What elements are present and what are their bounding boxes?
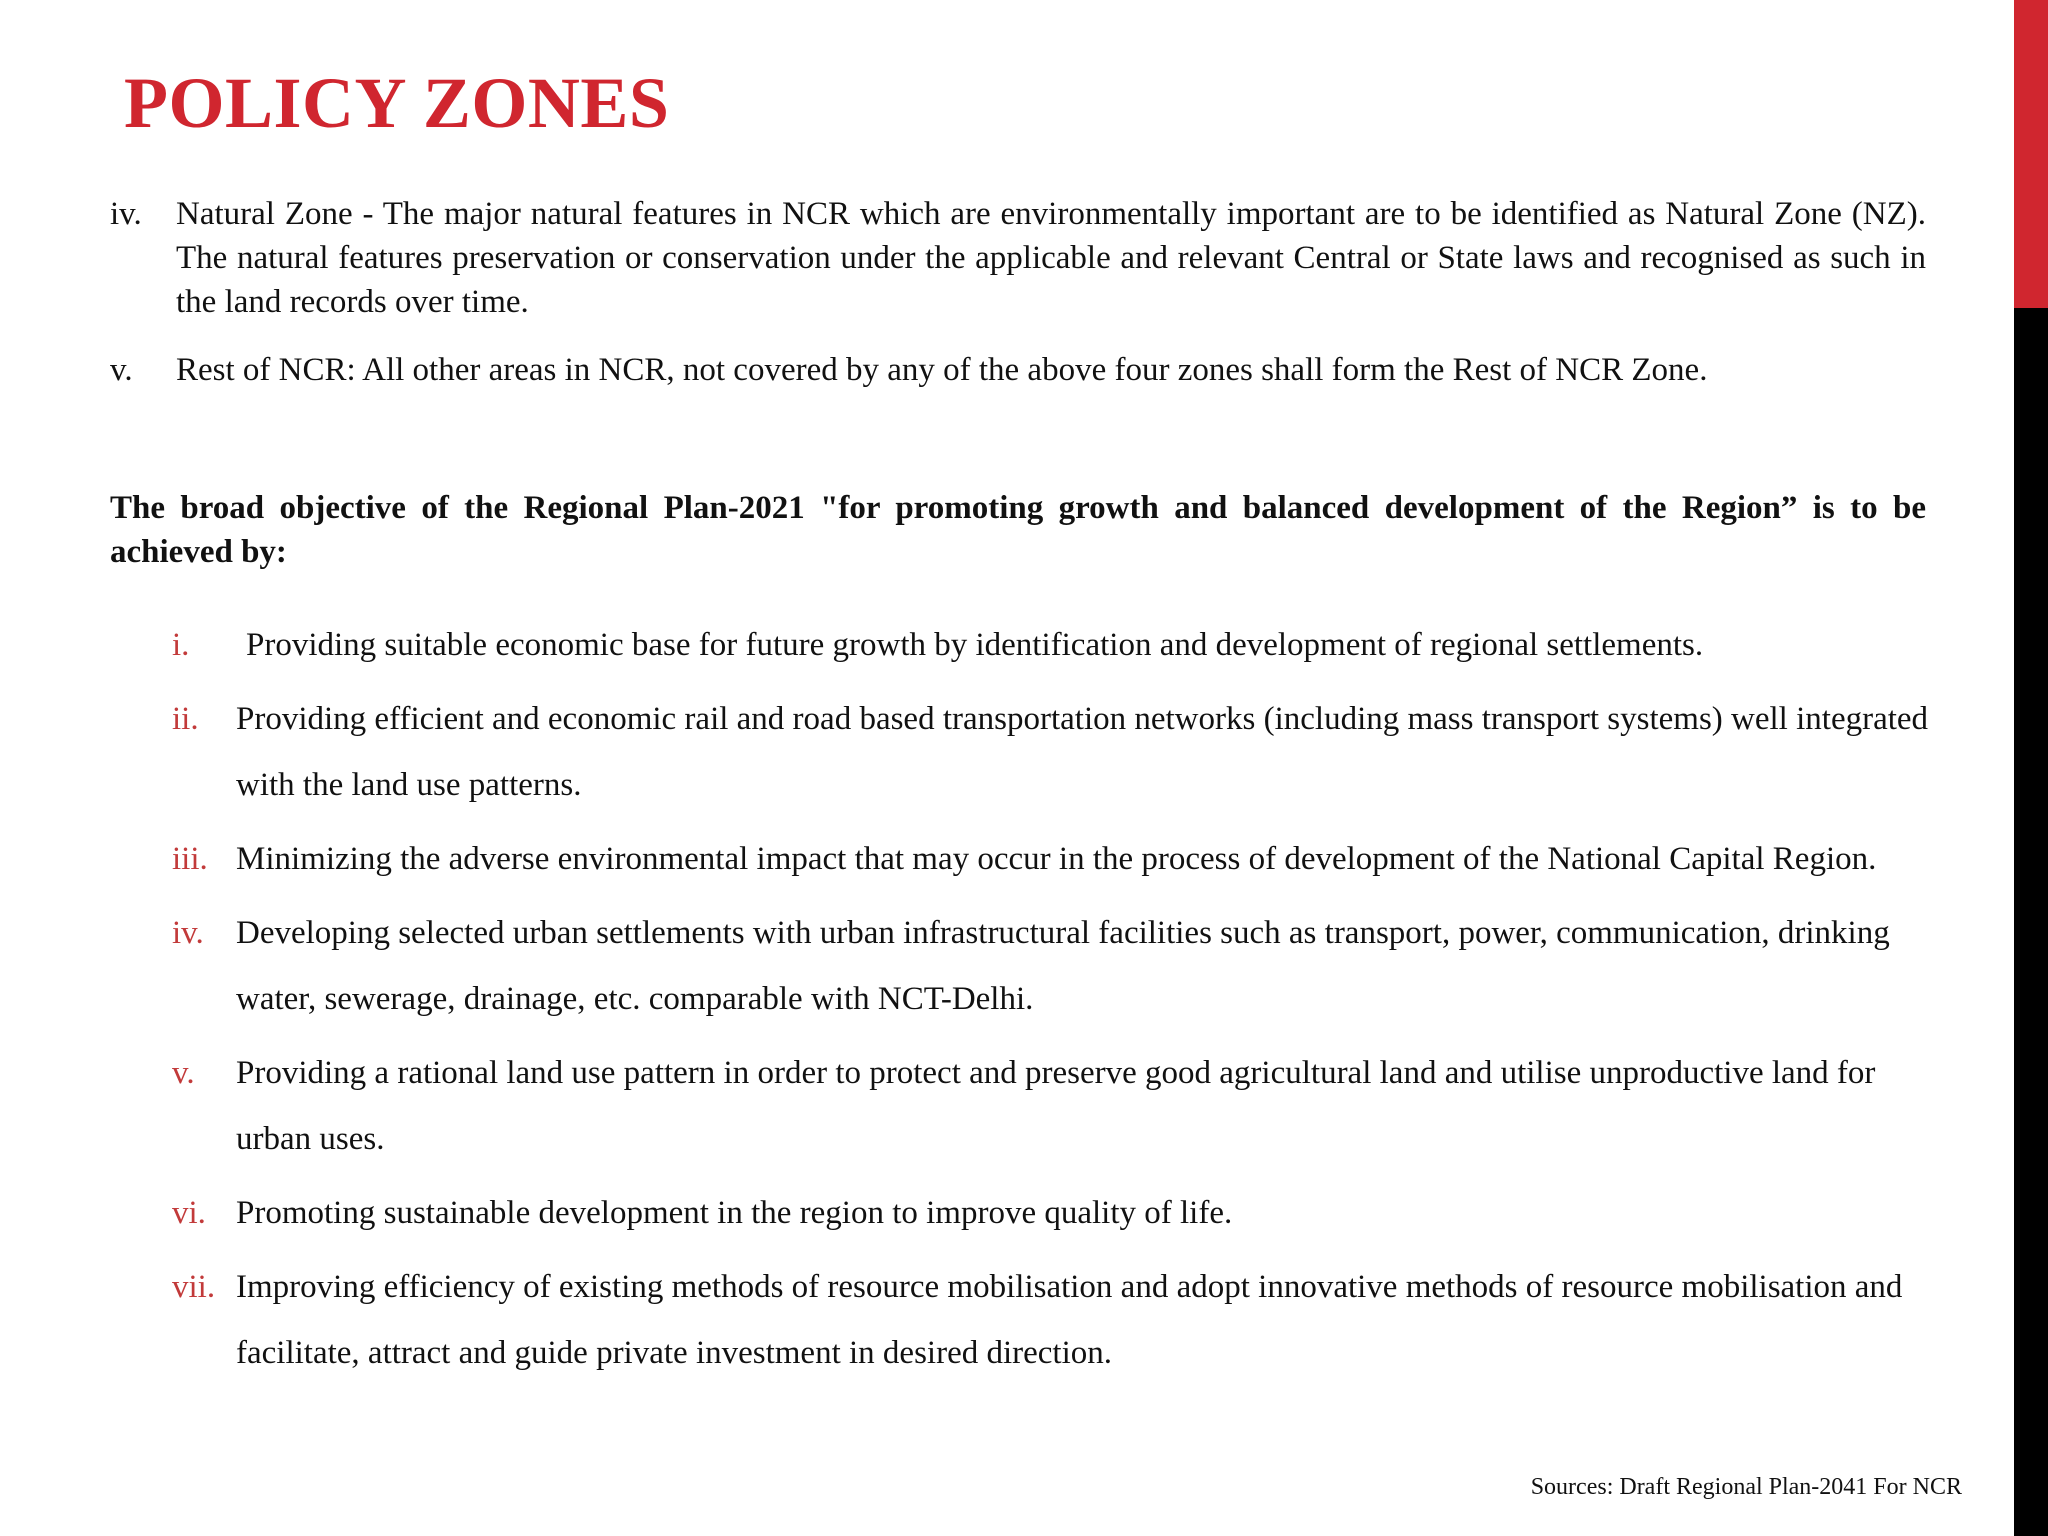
objective-number: iv. [172,915,204,951]
objective-number: vii. [172,1269,216,1305]
source-citation: Sources: Draft Regional Plan-2041 For NCR [1530,1474,1962,1500]
objective-item [172,612,1932,678]
objective-number: vi. [172,1195,206,1231]
objective-text: Developing selected urban settlements with urban infrastructural facilities such as transport, power, communication, drinking water, sewerage, drainage, etc. comparable with NCT-Delhi. [236,915,1890,1017]
sidebar-accent-red [2014,0,2048,308]
objective-item [172,686,1932,818]
zone-number: iv. [110,196,142,232]
objective-item [172,1040,1932,1172]
objective-text: Providing a rational land use pattern in order to protect and preserve good agricultural land and utilise unproductive land for urban uses. [236,1055,1876,1157]
objective-number: v. [172,1055,195,1091]
objective-number: iii. [172,841,208,877]
objective-number: ii. [172,701,199,737]
objectives-list [172,612,1932,1386]
zone-item [110,348,1926,392]
objective-number: i. [172,627,190,663]
sidebar-accent-black [2014,308,2048,1536]
objective-text: Improving efficiency of existing methods of resource mobilisation and adopt innovative methods of resource mobilisation and facilitate, attract and guide private investment in desired direction. [236,1269,1903,1371]
objective-item [172,1254,1932,1386]
objective-item [172,900,1932,1032]
zone-list [110,192,1926,392]
page-title: POLICY ZONES [124,63,670,143]
zone-item [110,192,1926,324]
objective-text: Providing suitable economic base for future growth by identification and development of regional settlements. [246,627,1704,663]
objective-item [172,826,1932,892]
zone-number: v. [110,352,133,388]
zone-text: Natural Zone - The major natural features in NCR which are environmentally important are to be identified as Natural Zone (NZ). The natural features preservation or conservation under the applicable and relevant Central or State laws and recognised as such in the land records over time. [176,196,1926,320]
objective-statement: The broad objective of the Regional Plan-2021 "for promoting growth and balanced development of the Region” is to be achieved by: [110,490,1926,570]
zone-text: Rest of NCR: All other areas in NCR, not covered by any of the above four zones shall form the Rest of NCR Zone. [176,352,1708,388]
objective-item [172,1180,1932,1246]
objective-text: Promoting sustainable development in the region to improve quality of life. [236,1195,1233,1231]
objective-text: Providing efficient and economic rail and road based transportation networks (including mass transport systems) well integrated with the land use patterns. [236,701,1929,803]
objective-text: Minimizing the adverse environmental impact that may occur in the process of development of the National Capital Region. [236,841,1877,877]
